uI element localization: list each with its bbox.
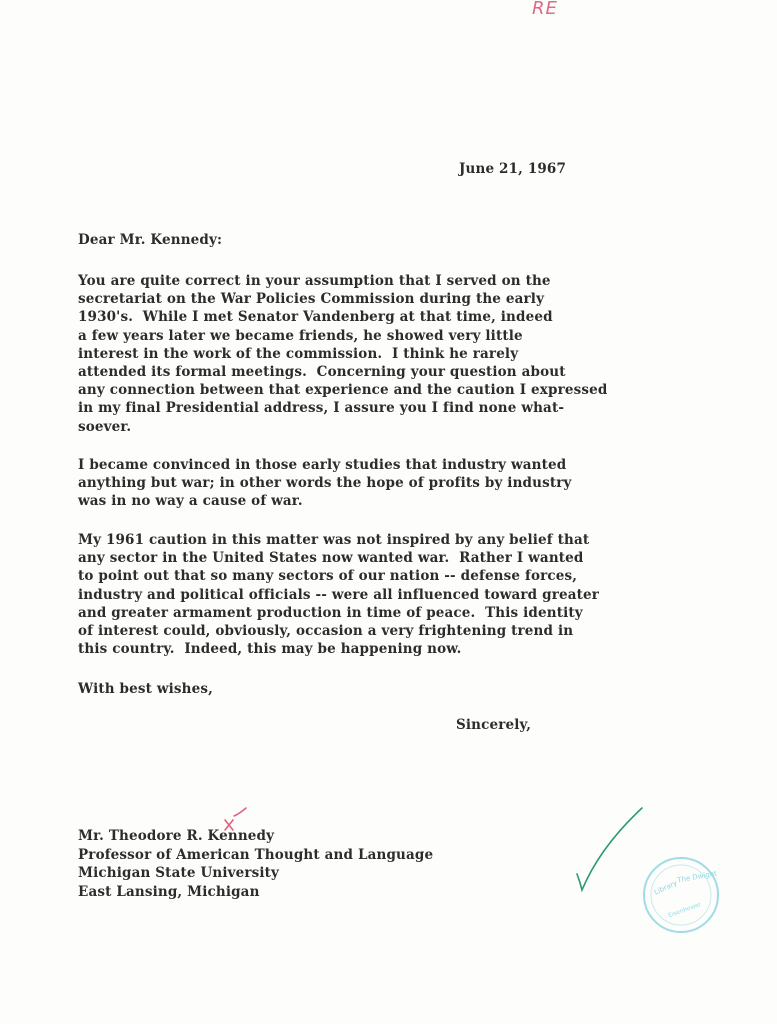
body-paragraph-3: My 1961 caution in this matter was not inspired by any belief that any sector in the United States now wanted war. Rather I wanted to point out that so many sectors of our nation -- defense forces, industry and political officials -- were all influenced toward greater and greater armament production in time of peace. This identity of interest could, obviously, occasion a very frightening trend in this country. Indeed, this may be happening now. — [78, 532, 599, 658]
recipient-name-last: Kennedy — [202, 828, 275, 844]
salutation: Dear Mr. Kennedy: — [78, 232, 223, 248]
recipient-name-initial-period: . — [197, 828, 203, 844]
green-checkmark-icon — [570, 802, 650, 898]
recipient-title: Professor of American Thought and Language — [78, 846, 434, 863]
recipient-institution: Michigan State University — [78, 865, 280, 882]
recipient-name — [78, 827, 433, 846]
x-check-annotation-icon — [222, 806, 252, 836]
body-paragraph-1: You are quite correct in your assumption that I served on the secretariat on the War Policies Commission during the early 1930's. While I met Senator Vandenberg at that time, indeed a few years later we became friends, he showed very little interest in the work of the commission. I think he rarely attended its formal meetings. Concerning your question about any connection between that experience and the caution I expressed in my final Presidential address, I assure you I find none what- soever. — [78, 273, 608, 435]
svg-text:Library: Library — [652, 878, 679, 897]
letter-date: June 21, 1967 — [459, 161, 567, 177]
svg-text:The Dwight: The Dwight — [676, 869, 718, 885]
closing-wish: With best wishes, — [78, 681, 213, 697]
recipient-name-first: Mr. Theodore R — [78, 828, 198, 844]
recipient-city: East Lansing, Michigan — [78, 884, 260, 901]
recipient-address-block — [78, 827, 433, 902]
file-mark-annotation: RE — [532, 0, 558, 19]
body-paragraph-2: I became convinced in those early studies that industry wanted anything but war; in other words the hope of profits by industry was in no way a cause of war. — [78, 457, 572, 510]
sign-off: Sincerely, — [456, 717, 532, 733]
svg-text:Eisenhower: Eisenhower — [667, 900, 703, 920]
library-stamp-icon — [640, 854, 722, 936]
